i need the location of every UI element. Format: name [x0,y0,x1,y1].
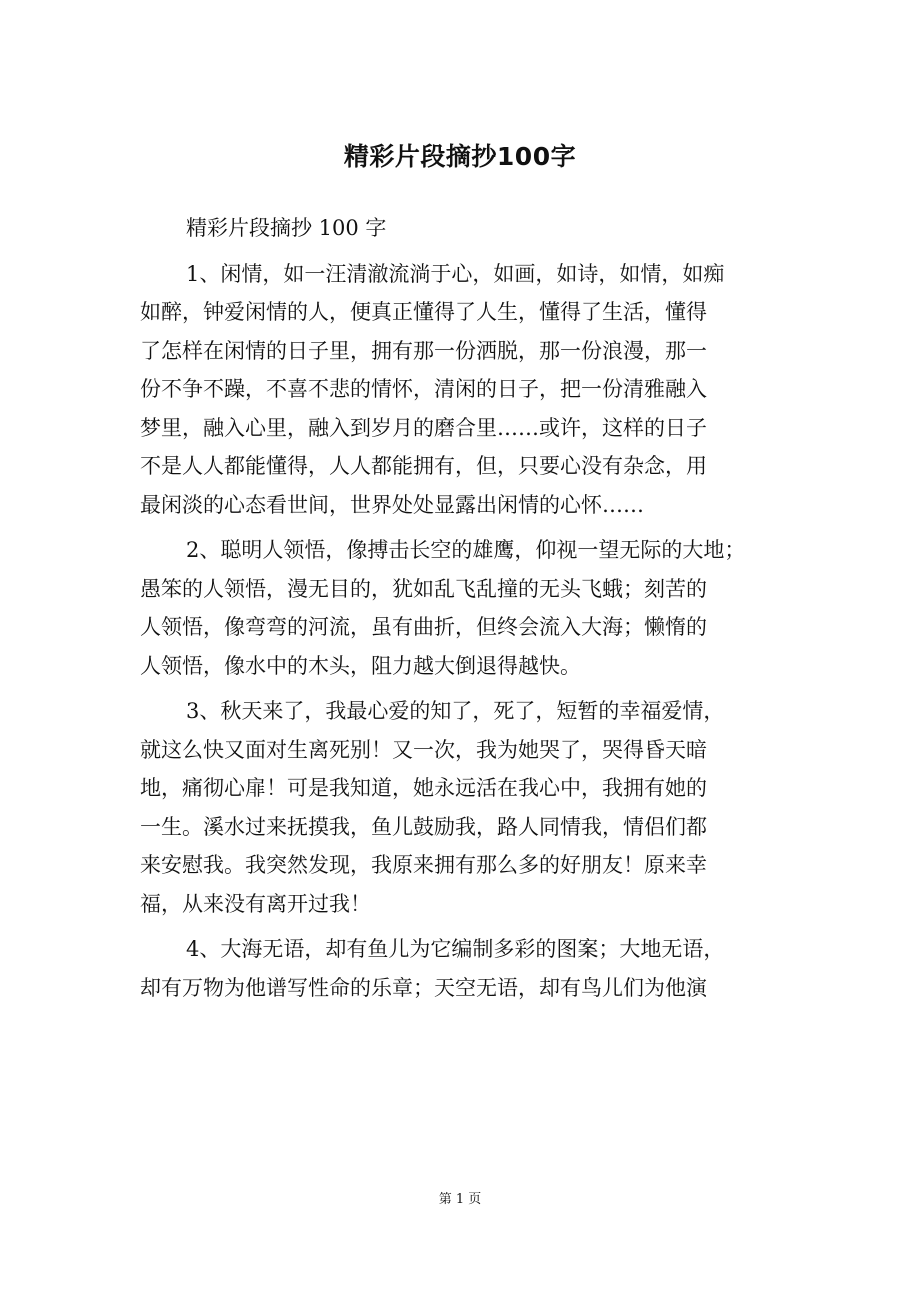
paragraph-1-line: 份不争不躁，不喜不悲的情怀，清闲的日子，把一份清雅融入 [140,377,707,401]
paragraph-3-line: 3、秋天来了，我最心爱的知了，死了，短暂的幸福爱情， [186,699,725,723]
paragraph-1-line: 如醉，钟爱闲情的人，便真正懂得了人生，懂得了生活，懂得 [140,300,707,324]
subtitle-line: 精彩片段摘抄 100 字 [186,216,387,240]
page-number: 第 1 页 [438,1192,482,1207]
paragraph-1-line: 了怎样在闲情的日子里，拥有那一份洒脱，那一份浪漫，那一 [140,338,707,363]
paragraph-4-line: 4、大海无语，却有鱼儿为它编制多彩的图案；大地无语， [186,937,725,961]
paragraph-2-line: 愚笨的人领悟，漫无目的，犹如乱飞乱撞的无头飞蛾；刻苦的 [140,576,707,601]
paragraph-1-line: 1、闲情，如一汪清澈流淌于心，如画，如诗，如情，如痴 [186,261,725,286]
paragraph-2-line: 人领悟，像弯弯的河流，虽有曲折，但终会流入大海；懒惰的 [140,615,707,639]
document-title: 精彩片段摘抄100字 [343,142,577,171]
paragraph-3-line: 来安慰我。我突然发现，我原来拥有那么多的好朋友！原来幸 [140,853,707,877]
paragraph-1-line: 梦里，融入心里，融入到岁月的磨合里……或许，这样的日子 [140,415,707,440]
paragraph-3-line: 一生。溪水过来抚摸我，鱼儿鼓励我，路人同情我，情侣们都 [140,814,707,839]
paragraph-3-line: 福，从来没有离开过我！ [140,891,371,916]
document-body [140,209,790,1007]
paragraph-2-line: 2、聪明人领悟，像搏击长空的雄鹰，仰视一望无际的大地； [186,538,746,562]
paragraph-4-line: 却有万物为他谱写性命的乐章；天空无语，却有鸟儿们为他演 [140,975,707,1000]
paragraph-1-line: 最闲淡的心态看世间，世界处处显露出闲情的心怀…… [140,492,644,517]
paragraph-2-line: 人领悟，像水中的木头，阻力越大倒退得越快。 [140,653,581,678]
paragraph-3-line: 就这么快又面对生离死别！又一次，我为她哭了，哭得昏天暗 [140,737,707,762]
paragraph-3-line: 地，痛彻心扉！可是我知道，她永远活在我心中，我拥有她的 [140,776,707,800]
paragraph-1-line: 不是人人都能懂得，人人都能拥有，但，只要心没有杂念，用 [140,454,707,478]
